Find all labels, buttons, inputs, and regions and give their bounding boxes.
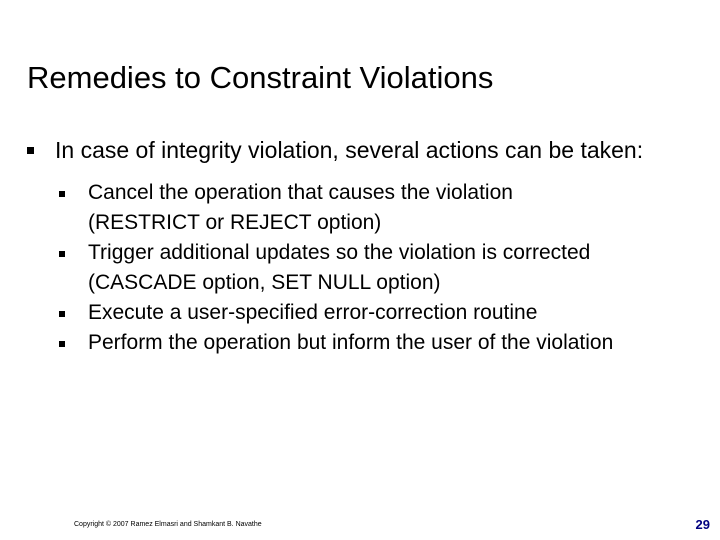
square-bullet-icon	[59, 251, 65, 257]
sub-bullet-text: Execute a user-specified error-correction routine	[88, 301, 538, 324]
sub-bullet-list	[55, 178, 675, 358]
square-bullet-icon	[27, 147, 34, 154]
sub-bullet-item-cancel	[55, 178, 648, 238]
main-bullet-text: In case of integrity violation, several actions can be taken:	[55, 137, 644, 163]
sub-bullet-item-perform	[55, 328, 648, 358]
copyright-footer: Copyright © 2007 Ramez Elmasri and Shamkant B. Navathe	[74, 521, 262, 528]
sub-bullet-item-trigger	[55, 238, 648, 298]
sub-bullet-text: Trigger additional updates so the violation is corrected (CASCADE option, SET NULL option)	[88, 241, 591, 294]
main-bullet-item	[0, 135, 675, 358]
main-bullet-list	[0, 135, 720, 358]
square-bullet-icon	[59, 341, 65, 347]
sub-bullet-text: Cancel the operation that causes the violation (RESTRICT or REJECT option)	[88, 181, 513, 234]
square-bullet-icon	[59, 311, 65, 317]
sub-bullet-item-execute	[55, 298, 648, 328]
slide-title: Remedies to Constraint Violations	[27, 60, 494, 95]
square-bullet-icon	[59, 191, 65, 197]
sub-bullet-text: Perform the operation but inform the user of the violation	[88, 331, 614, 354]
page-number: 29	[695, 517, 710, 532]
